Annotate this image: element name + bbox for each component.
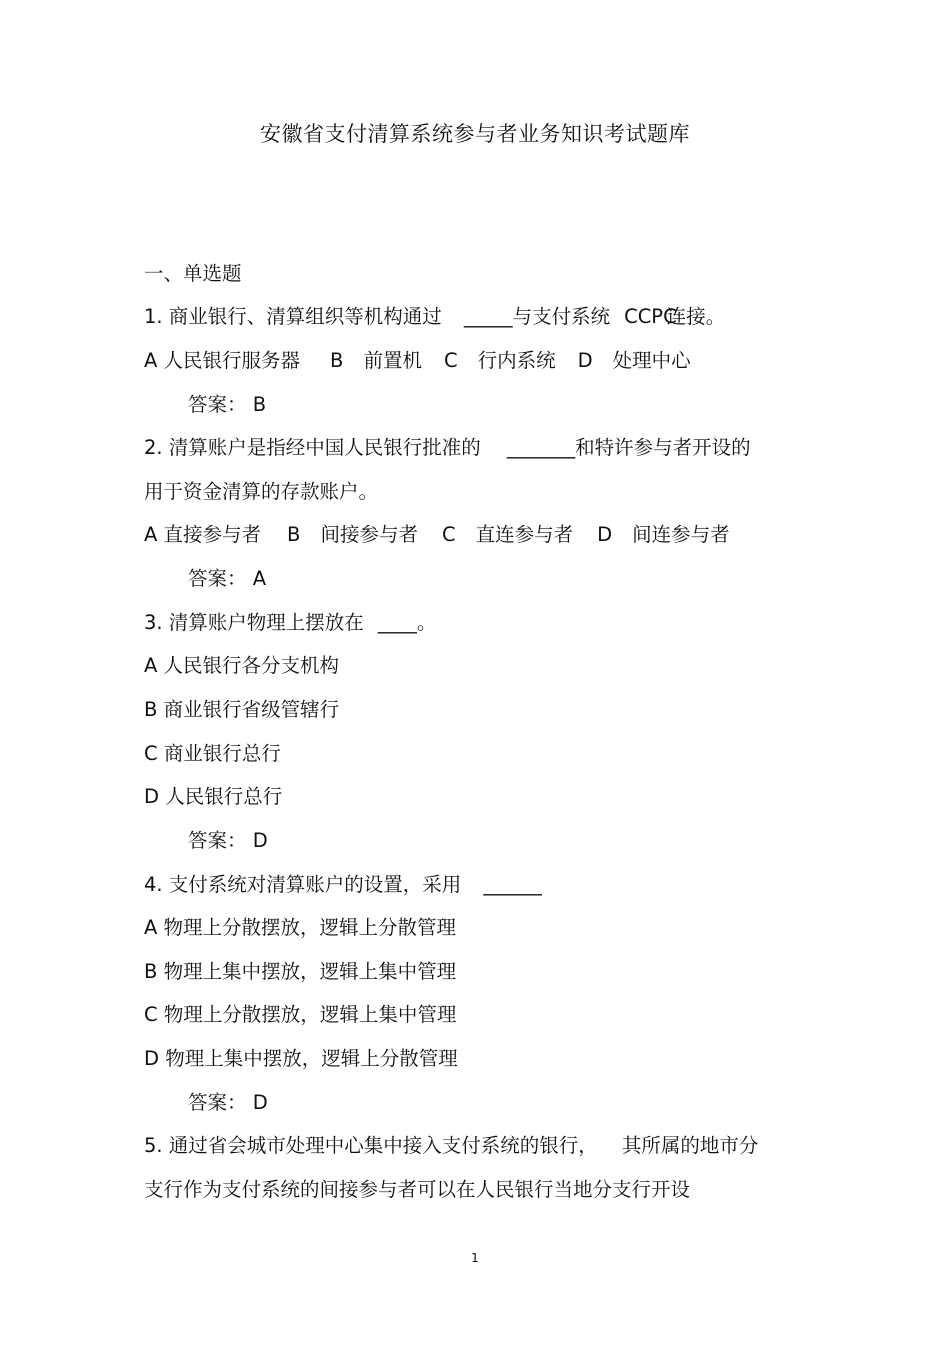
option-d-letter: D — [577, 349, 593, 372]
page-number: 1 — [471, 1251, 479, 1265]
question-3-option-c: C 商业银行总行 — [144, 742, 281, 765]
question-4-text: 4. 支付系统对清算账户的设置，采用 — [144, 873, 462, 896]
question-2-line2: 用于资金清算的存款账户。 — [144, 480, 379, 503]
question-5-text-cont: 其所属的地市分 — [621, 1134, 759, 1157]
question-1-end: 连接。 — [666, 305, 726, 328]
option-d-text: 间连参与者 — [632, 523, 730, 546]
option-c-letter: C — [443, 349, 458, 372]
answer-4: 答案： D — [188, 1091, 268, 1114]
option-b-letter: B — [330, 349, 344, 372]
question-2 — [144, 434, 751, 462]
question-3-option-d: D 人民银行总行 — [144, 785, 283, 808]
option-a: A 直接参与者 — [144, 523, 262, 546]
option-b-letter: B — [287, 523, 301, 546]
option-d-text: 处理中心 — [612, 349, 691, 372]
question-3-option-a: A 人民银行各分支机构 — [144, 654, 340, 677]
option-b-text: 间接参与者 — [320, 523, 418, 546]
question-5-line2: 支行作为支付系统的间接参与者可以在人民银行当地分支行开设 — [144, 1178, 691, 1201]
question-2-options — [144, 521, 730, 549]
question-3-option-b: B 商业银行省级管辖行 — [144, 698, 340, 721]
question-3-text: 3. 清算账户物理上摆放在 — [144, 611, 364, 634]
question-1-blank: _____与支付系统 — [463, 305, 611, 328]
option-b-text: 前置机 — [363, 349, 422, 372]
question-4-option-c: C 物理上分散摆放，逻辑上集中管理 — [144, 1003, 457, 1026]
section-heading: 一、单选题 — [144, 262, 242, 285]
question-2-text: 2. 清算账户是指经中国人民银行批准的 — [144, 436, 481, 459]
question-4-option-d: D 物理上集中摆放，逻辑上分散管理 — [144, 1047, 458, 1070]
question-4-blank: ______ — [483, 873, 542, 896]
question-1-ccpc: CCPC — [624, 305, 677, 328]
document-title: 安徽省支付清算系统参与者业务知识考试题库 — [260, 122, 690, 146]
question-2-blank: _______和特许参与者开设的 — [506, 436, 751, 459]
answer-1: 答案： B — [188, 393, 267, 416]
option-a: A 人民银行服务器 — [144, 349, 301, 372]
question-1 — [144, 303, 725, 331]
option-c-text: 行内系统 — [477, 349, 556, 372]
option-c-letter: C — [441, 523, 456, 546]
question-4-option-b: B 物理上集中摆放，逻辑上集中管理 — [144, 960, 457, 983]
question-5 — [144, 1132, 758, 1160]
answer-3: 答案： D — [188, 829, 268, 852]
question-3 — [144, 609, 436, 637]
question-1-options — [144, 347, 691, 375]
question-3-blank: ____。 — [377, 611, 437, 634]
answer-2: 答案： A — [188, 567, 267, 590]
question-4 — [144, 871, 542, 899]
question-4-option-a: A 物理上分散摆放，逻辑上分散管理 — [144, 916, 457, 939]
option-d-letter: D — [597, 523, 613, 546]
option-c-text: 直连参与者 — [475, 523, 574, 546]
question-1-text: 1. 商业银行、清算组织等机构通过 — [144, 305, 442, 328]
question-5-text: 5. 通过省会城市处理中心集中接入支付系统的银行， — [144, 1134, 598, 1157]
